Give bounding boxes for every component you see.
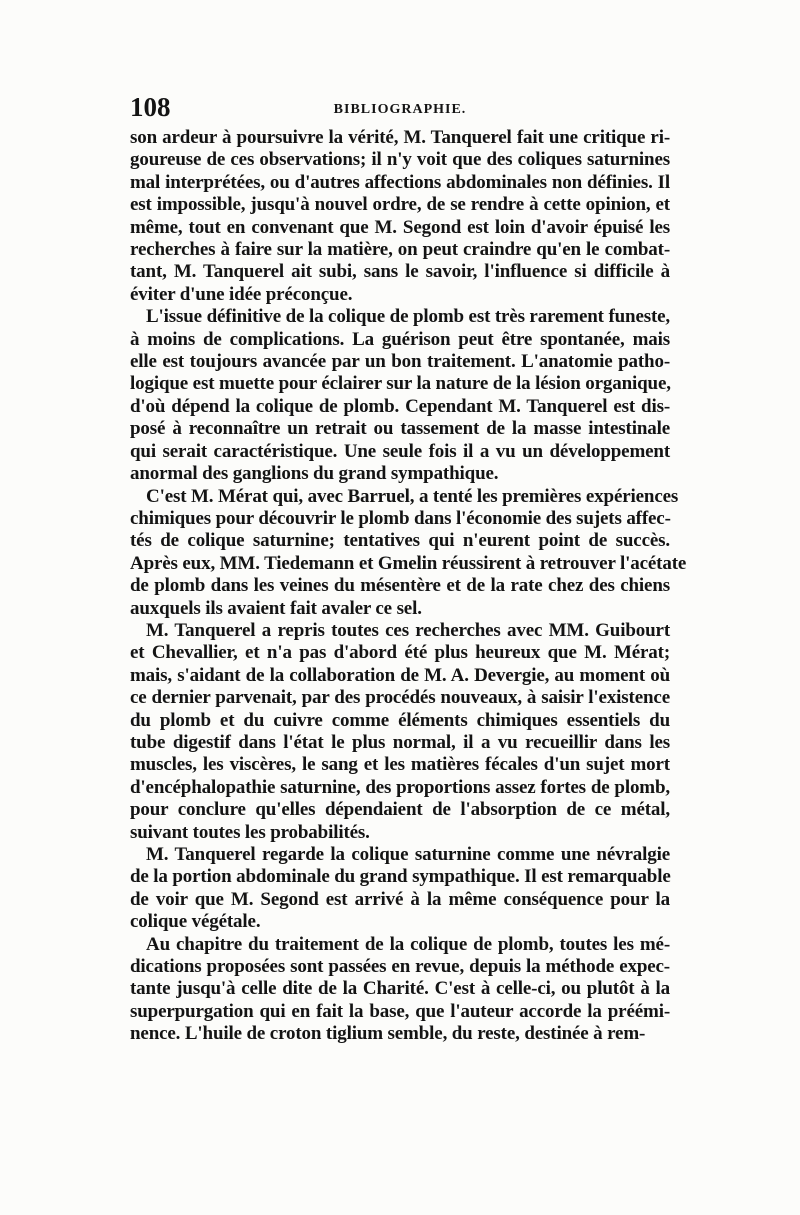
paragraph bbox=[130, 620, 670, 844]
text-line: de voir que M. Segond est arrivé à la même conséquence pour la bbox=[130, 888, 670, 910]
text-line: son ardeur à poursuivre la vérité, M. Tanquerel fait une critique ri- bbox=[130, 127, 670, 148]
text-line: tube digestif dans l'état le plus normal, il a vu recueillir dans les bbox=[130, 731, 670, 753]
text-line: d'encéphalopathie saturnine, des proportions assez fortes de plomb, bbox=[130, 776, 670, 798]
text-line: chimiques pour découvrir le plomb dans l'économie des sujets affec- bbox=[130, 507, 671, 529]
text-line: suivant toutes les probabilités. bbox=[130, 821, 370, 843]
text-line: Après eux, MM. Tiedemann et Gmelin réussirent à retrouver l'acétate bbox=[130, 552, 687, 574]
page-number: 108 bbox=[130, 92, 171, 122]
text-line: pour conclure qu'elles dépendaient de l'absorption de ce métal, bbox=[130, 799, 670, 821]
text-line: éviter d'une idée préconçue. bbox=[130, 283, 353, 305]
text-line: anormal des ganglions du grand sympathique. bbox=[130, 463, 499, 485]
body-text bbox=[130, 127, 687, 1046]
text-line: dications proposées sont passées en revue, depuis la méthode expec- bbox=[130, 956, 670, 978]
text-line: M. Tanquerel regarde la colique saturnine comme une névralgie bbox=[146, 844, 670, 865]
text-line: de la portion abdominale du grand sympathique. Il est remarquable bbox=[130, 866, 671, 888]
text-line: muscles, les viscères, le sang et les matières fécales d'un sujet mort bbox=[130, 754, 670, 776]
text-line: L'issue définitive de la colique de plomb est très rarement funeste, bbox=[146, 306, 671, 328]
paragraph bbox=[130, 306, 670, 485]
text-line: d'où dépend la colique de plomb. Cependant M. Tanquerel est dis- bbox=[130, 395, 670, 417]
text-line: recherches à faire sur la matière, on peut craindre qu'en le combat- bbox=[130, 239, 670, 261]
text-line: qui serait caractéristique. Une seule fois il a vu un développement bbox=[130, 440, 670, 462]
text-line: tant, M. Tanquerel ait subi, sans le savoir, l'influence si difficile à bbox=[130, 261, 670, 283]
text-line: superpurgation qui en fait la base, que l'auteur accorde la préémi- bbox=[130, 1000, 670, 1022]
paragraph bbox=[130, 127, 670, 306]
text-line: ce dernier parvenait, par des procédés nouveaux, à saisir l'existence bbox=[130, 687, 670, 709]
paragraph bbox=[130, 485, 687, 620]
text-line: mal interprétées, ou d'autres affections abdominales non définies. Il bbox=[130, 171, 670, 193]
page-header bbox=[130, 92, 670, 124]
text-line: Au chapitre du traitement de la colique de plomb, toutes les mé- bbox=[146, 933, 670, 955]
text-line: même, tout en convenant que M. Segond est loin d'avoir épuisé les bbox=[130, 216, 670, 238]
text-line: goureuse de ces observations; il n'y voit que des coliques saturnines bbox=[130, 149, 670, 171]
text-line: mais, s'aidant de la collaboration de M. A. Devergie, au moment où bbox=[130, 664, 670, 686]
paragraph bbox=[130, 934, 670, 1046]
text-line: elle est toujours avancée par un bon traitement. L'anatomie patho- bbox=[130, 351, 670, 373]
text-line: nence. L'huile de croton tiglium semble, du reste, destinée à rem- bbox=[130, 1023, 646, 1045]
text-line: M. Tanquerel a repris toutes ces recherches avec MM. Guibourt bbox=[146, 619, 670, 641]
text-line: auxquels ils avaient fait avaler ce sel. bbox=[130, 597, 422, 619]
text-line: à moins de complications. La guérison peut être spontanée, mais bbox=[130, 328, 670, 350]
text-line: du plomb et du cuivre comme éléments chimiques essentiels du bbox=[130, 709, 670, 731]
text-line: C'est M. Mérat qui, avec Barruel, a tenté les premières expériences bbox=[146, 485, 679, 507]
text-line: tés de colique saturnine; tentatives qui n'eurent point de succès. bbox=[130, 530, 670, 552]
text-line: logique est muette pour éclairer sur la nature de la lésion organique, bbox=[130, 373, 671, 395]
text-line: posé à reconnaître un retrait ou tassement de la masse intestinale bbox=[130, 418, 670, 440]
text-line: de plomb dans les veines du mésentère et de la rate chez des chiens bbox=[130, 575, 670, 597]
running-title: BIBLIOGRAPHIE. bbox=[333, 102, 467, 117]
text-line: est impossible, jusqu'à nouvel ordre, de se rendre à cette opinion, et bbox=[130, 194, 670, 216]
text-line: colique végétale. bbox=[130, 911, 261, 933]
paragraph bbox=[130, 844, 670, 934]
text-line: et Chevallier, et n'a pas d'abord été plus heureux que M. Mérat; bbox=[130, 642, 670, 664]
text-line: tante jusqu'à celle dite de la Charité. C'est à celle-ci, ou plutôt à la bbox=[130, 978, 670, 1000]
